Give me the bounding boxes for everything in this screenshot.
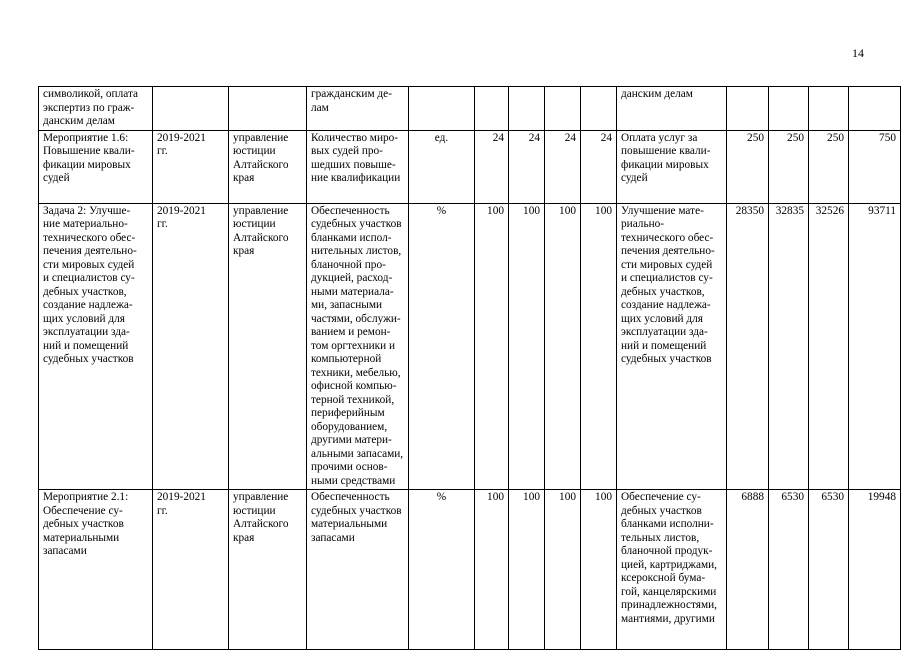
cell-text: Задача 2: Улучше- ние материально- технического обес- печения деятельно- сти мировых судей и специалистов су- дебных участков, создание надлежа- щих условий для эксплуатации зда- ний и помещений судебных участков xyxy=(43,204,137,365)
name-cell xyxy=(39,130,153,203)
task-2-row xyxy=(39,203,901,490)
cell-text: управление юстиции Алтайского края xyxy=(233,491,289,544)
period-cell xyxy=(153,203,229,490)
cost-2021-cell xyxy=(809,203,849,490)
cell-text: 250 xyxy=(787,131,804,144)
cost-total-cell xyxy=(849,490,901,650)
value-2021-cell xyxy=(545,203,581,490)
cell-text: 24 xyxy=(528,131,540,144)
result-cell xyxy=(617,203,727,490)
cost-2019-cell xyxy=(727,87,769,131)
cell-text: 6888 xyxy=(741,491,764,503)
result-cell xyxy=(617,490,727,650)
period-cell xyxy=(153,130,229,203)
cell-text: 28350 xyxy=(735,204,764,217)
executor-cell xyxy=(229,490,307,650)
name-cell xyxy=(39,87,153,131)
value-2020-cell xyxy=(509,87,545,131)
cell-text: 32526 xyxy=(815,204,844,217)
cost-2019-cell xyxy=(727,130,769,203)
indicator-cell xyxy=(307,490,409,650)
cell-text: Количество миро- вых судей про- шедших повыше- ние квалификации xyxy=(311,131,401,184)
cell-text: 24 xyxy=(600,131,612,144)
cell-text: 100 xyxy=(559,204,576,217)
cell-text: 93711 xyxy=(868,204,896,217)
cell-text: 100 xyxy=(559,491,576,503)
cell-text: управление юстиции Алтайского края xyxy=(233,131,289,184)
value-2021-cell xyxy=(545,130,581,203)
page-number: 14 xyxy=(852,46,864,60)
cell-text: Мероприятие 1.6: Повышение квали- фикации мировых судей xyxy=(43,131,135,184)
cell-text: 250 xyxy=(747,131,764,144)
cell-text: % xyxy=(436,491,447,503)
result-cell xyxy=(617,87,727,131)
cell-text: 100 xyxy=(487,491,504,503)
unit-cell xyxy=(409,490,475,650)
cell-text: ед. xyxy=(434,131,449,144)
period-cell xyxy=(153,490,229,650)
cost-2020-cell xyxy=(769,130,809,203)
cell-text: 100 xyxy=(595,204,612,217)
value-final-cell xyxy=(581,490,617,650)
cell-text: гражданским де- лам xyxy=(311,88,392,114)
value-2020-cell xyxy=(509,203,545,490)
value-2021-cell xyxy=(545,87,581,131)
cost-2020-cell xyxy=(769,490,809,650)
cell-text: 100 xyxy=(595,491,612,503)
cell-text: Оплата услуг за повышение квали- фикации мировых судей xyxy=(621,131,711,184)
cost-2019-cell xyxy=(727,490,769,650)
continuation-row xyxy=(39,87,901,131)
value-final-cell xyxy=(581,203,617,490)
indicator-cell xyxy=(307,130,409,203)
cell-text: 750 xyxy=(879,131,896,144)
executor-cell xyxy=(229,87,307,131)
cell-text: % xyxy=(436,204,447,217)
cell-text: 2019-2021 гг. xyxy=(157,131,206,157)
value-2019-cell xyxy=(475,87,509,131)
cell-text: 100 xyxy=(523,204,540,217)
value-2021-cell xyxy=(545,490,581,650)
unit-cell xyxy=(409,203,475,490)
cell-text: 100 xyxy=(523,491,540,503)
cost-total-cell xyxy=(849,130,901,203)
name-cell xyxy=(39,203,153,490)
cost-2020-cell xyxy=(769,87,809,131)
unit-cell xyxy=(409,130,475,203)
cost-total-cell xyxy=(849,87,901,131)
cost-2021-cell xyxy=(809,130,849,203)
measure-2-1-row xyxy=(39,490,901,650)
value-2019-cell xyxy=(475,490,509,650)
cell-text: Улучшение мате- риально- технического обес- печения деятельно- сти мировых судей и специалистов су- дебных участков, создание надлежа- щих условий для эксплуатации зда- ний и помещений судебных участков xyxy=(621,204,715,365)
cell-text: 6530 xyxy=(781,491,804,503)
cost-2019-cell xyxy=(727,203,769,490)
cell-text: данским делам xyxy=(621,88,693,100)
cost-2020-cell xyxy=(769,203,809,490)
cell-text: управление юстиции Алтайского края xyxy=(233,204,289,257)
cell-text: 2019-2021 гг. xyxy=(157,491,206,517)
cell-text: 32835 xyxy=(775,204,804,217)
program-table xyxy=(38,86,901,650)
unit-cell xyxy=(409,87,475,131)
value-2020-cell xyxy=(509,130,545,203)
period-cell xyxy=(153,87,229,131)
cell-text: 24 xyxy=(564,131,576,144)
value-2019-cell xyxy=(475,130,509,203)
cell-text: 24 xyxy=(492,131,504,144)
name-cell xyxy=(39,490,153,650)
value-2020-cell xyxy=(509,490,545,650)
cost-total-cell xyxy=(849,203,901,490)
cell-text: 19948 xyxy=(867,491,896,503)
value-final-cell xyxy=(581,87,617,131)
cell-text: символикой, оплата экспертиз по граж- данским делам xyxy=(43,88,139,127)
cost-2021-cell xyxy=(809,87,849,131)
cell-text: Мероприятие 2.1: Обеспечение су- дебных участков материальными запасами xyxy=(43,491,129,557)
value-final-cell xyxy=(581,130,617,203)
cell-text: Обеспеченность судебных участков материальными запасами xyxy=(311,491,402,544)
executor-cell xyxy=(229,130,307,203)
executor-cell xyxy=(229,203,307,490)
indicator-cell xyxy=(307,203,409,490)
result-cell xyxy=(617,130,727,203)
cell-text: 250 xyxy=(827,131,844,144)
cell-text: 2019-2021 гг. xyxy=(157,204,206,230)
cell-text: 6530 xyxy=(821,491,844,503)
cost-2021-cell xyxy=(809,490,849,650)
cell-text: Обеспечение су- дебных участков бланками исполни- тельных листов, бланочной продук- цией, картриджами, ксероксной бума- гой, канцелярскими принадлежностями, мантиями, другими xyxy=(621,491,717,625)
cell-text: 100 xyxy=(487,204,504,217)
value-2019-cell xyxy=(475,203,509,490)
cell-text: Обеспеченность судебных участков бланками испол- нительных листов, бланочной про- дукцией, расход- ными материала- ми, запасными частями, обслужи- ванием и ремон- том оргтехники и компьютерной техники, мебелью, офисной компью- терной техникой, периферийным оборудованием, другими матери- альными запасами, прочими основ- ными средствами xyxy=(311,204,404,487)
measure-1-6-row xyxy=(39,130,901,203)
indicator-cell xyxy=(307,87,409,131)
